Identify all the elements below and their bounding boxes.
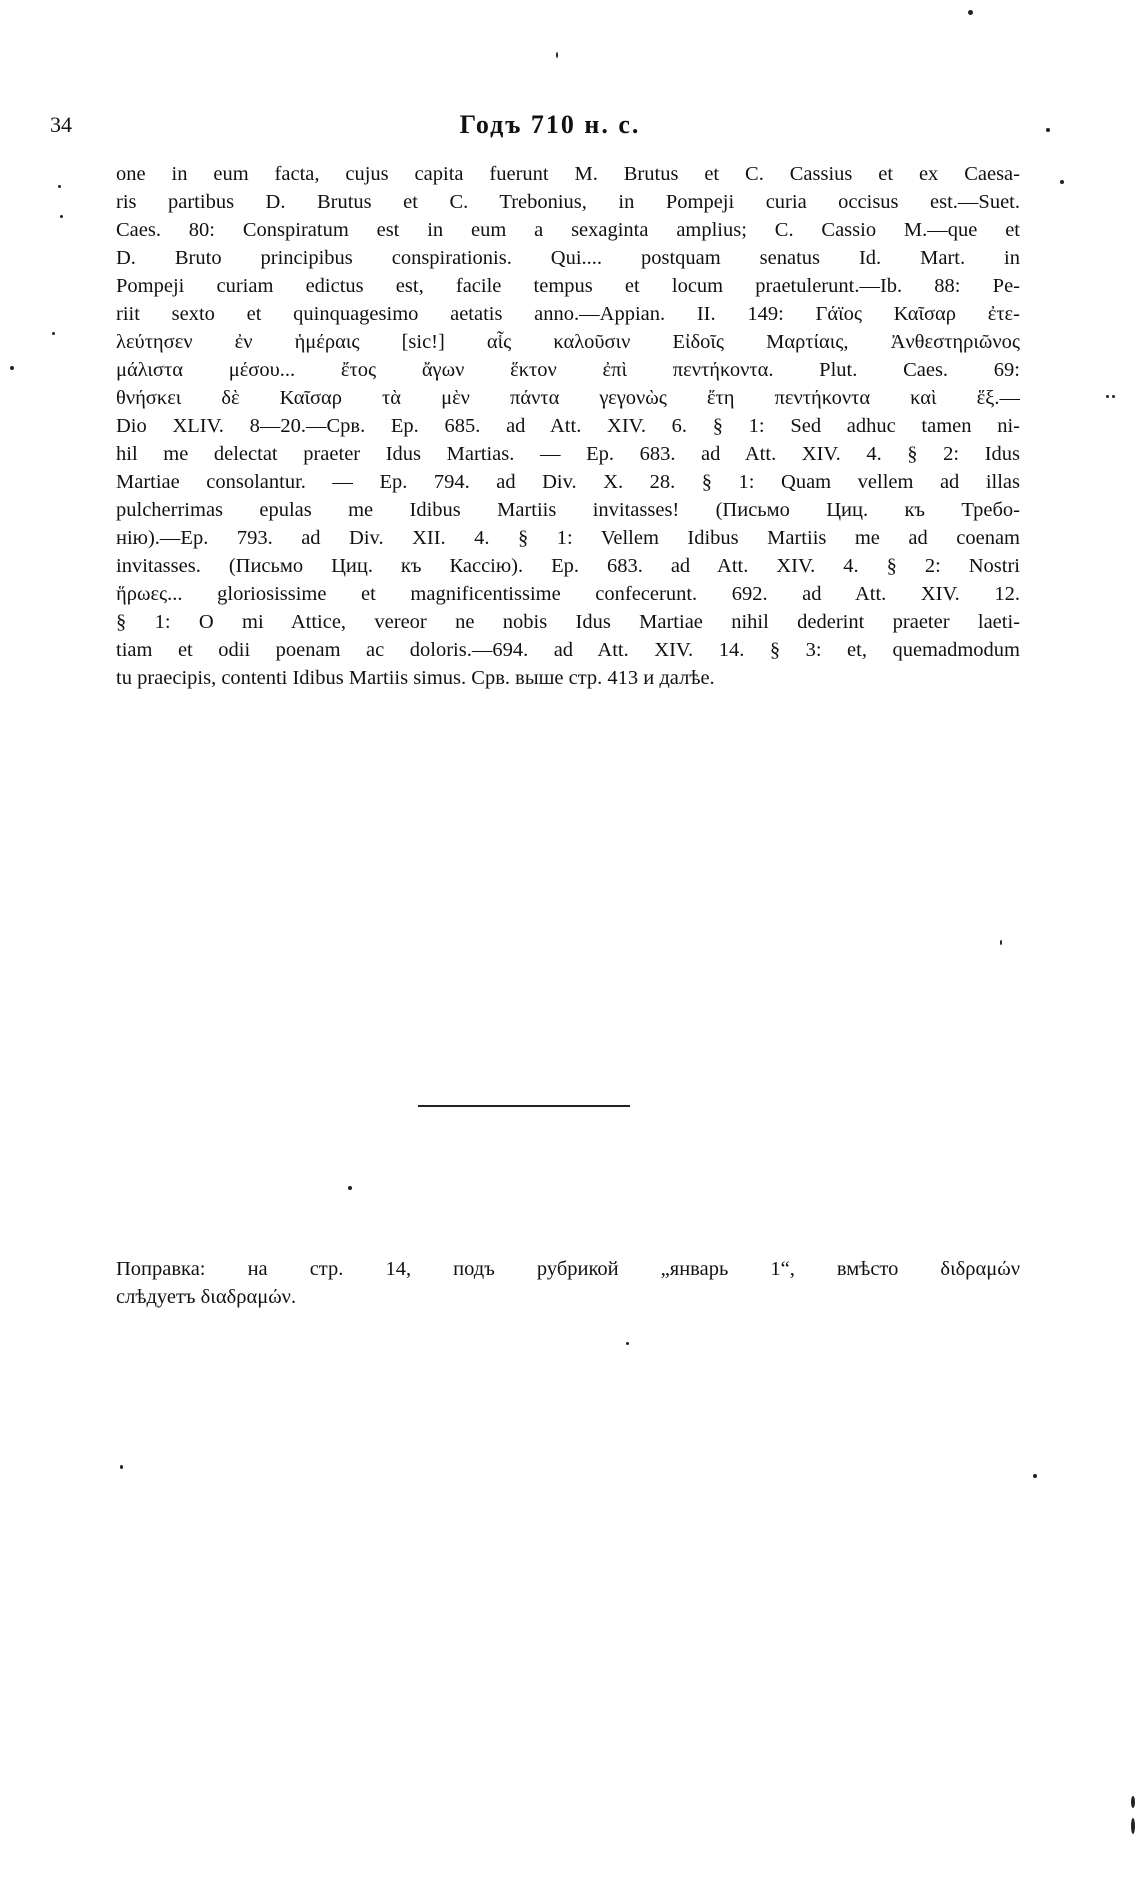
page-number: 34	[50, 112, 72, 137]
text-line: ris partibus D. Brutus et C. Trebonius, in Pompeji curia occisus est.—Suet.	[116, 191, 1020, 213]
scan-speck	[1131, 1818, 1135, 1834]
text-line: one in eum facta, cujus capita fuerunt M. Brutus et C. Cassius et ex Caesa-	[116, 163, 1020, 185]
text-line: Pompeji curiam edictus est, facile tempus et locum praetulerunt.—Ib. 88: Pe-	[116, 275, 1020, 297]
scan-speck	[1112, 395, 1115, 398]
text-line: tu praecipis, contenti Idibus Martiis simus. Срв. выше стр. 413 и далѣе.	[116, 667, 715, 689]
page-header	[50, 112, 1050, 152]
text-line: invitasses. (Письмо Циц. къ Кассію). Ep. 683. ad Att. XIV. 4. § 2: Nostri	[116, 555, 1020, 577]
scan-speck	[1046, 128, 1050, 132]
section-divider	[418, 1105, 630, 1107]
text-line: λεύτησεν ἐν ἡμέραις [sic!] αἷς καλοῦσιν Εἰδοῖς Μαρτίαις, Ἀνθεστηριῶνος	[116, 331, 1020, 353]
scan-speck	[1060, 180, 1064, 184]
scan-speck	[1000, 940, 1002, 945]
text-line: Caes. 80: Conspiratum est in eum a sexaginta amplius; C. Cassio M.—que et	[116, 219, 1020, 241]
text-line: ἥρωες... gloriosissime et magnificentissime confecerunt. 692. ad Att. XIV. 12.	[116, 583, 1020, 605]
correction-line: Поправка: на стр. 14, подъ рубрикой „январь 1“, вмѣсто διδραμών	[116, 1258, 1020, 1280]
scan-speck	[58, 185, 61, 188]
scan-speck	[60, 215, 63, 218]
text-line: Martiae consolantur. — Ep. 794. ad Div. X. 28. § 1: Quam vellem ad illas	[116, 471, 1020, 493]
text-line: riit sexto et quinquagesimo aetatis anno.—Appian. II. 149: Γάϊος Καῖσαρ ἐτε-	[116, 303, 1020, 325]
scan-speck	[1131, 1796, 1135, 1808]
scan-speck	[120, 1465, 123, 1469]
text-line: Dio XLIV. 8—20.—Срв. Ep. 685. ad Att. XIV. 6. § 1: Sed adhuc tamen ni-	[116, 415, 1020, 437]
text-line: § 1: O mi Attice, vereor ne nobis Idus Martiae nihil dederint praeter laeti-	[116, 611, 1020, 633]
scan-speck	[968, 10, 973, 15]
text-line: hil me delectat praeter Idus Martias. — Ep. 683. ad Att. XIV. 4. § 2: Idus	[116, 443, 1020, 465]
running-title: Годъ 710 н. с.	[459, 110, 641, 139]
text-line: pulcherrimas epulas me Idibus Martiis invitasses! (Письмо Циц. къ Требо-	[116, 499, 1020, 521]
scan-speck	[1033, 1474, 1037, 1478]
scan-speck	[10, 366, 14, 370]
scan-speck	[556, 52, 558, 58]
scan-speck	[1106, 395, 1109, 398]
correction-line: слѣдуетъ διαδραμών.	[116, 1286, 297, 1308]
text-line: μάλιστα μέσου... ἔτος ἄγων ἕκτον ἐπὶ πεντήκοντα. Plut. Caes. 69:	[116, 359, 1020, 381]
main-text	[116, 160, 1020, 692]
text-line: D. Bruto principibus conspirationis. Qui.... postquam senatus Id. Mart. in	[116, 247, 1020, 269]
text-line: нію).—Ep. 793. ad Div. XII. 4. § 1: Vellem Idibus Martiis me ad coenam	[116, 527, 1020, 549]
text-line: tiam et odii poenam ac doloris.—694. ad Att. XIV. 14. § 3: et, quemadmodum	[116, 639, 1020, 661]
scan-speck	[348, 1186, 352, 1190]
scan-speck	[52, 332, 55, 335]
scan-speck	[626, 1342, 629, 1345]
correction-note	[116, 1255, 1020, 1311]
text-line: θνήσκει δὲ Καῖσαρ τὰ μὲν πάντα γεγονὼς ἔτη πεντήκοντα καὶ ἕξ.—	[116, 387, 1020, 409]
